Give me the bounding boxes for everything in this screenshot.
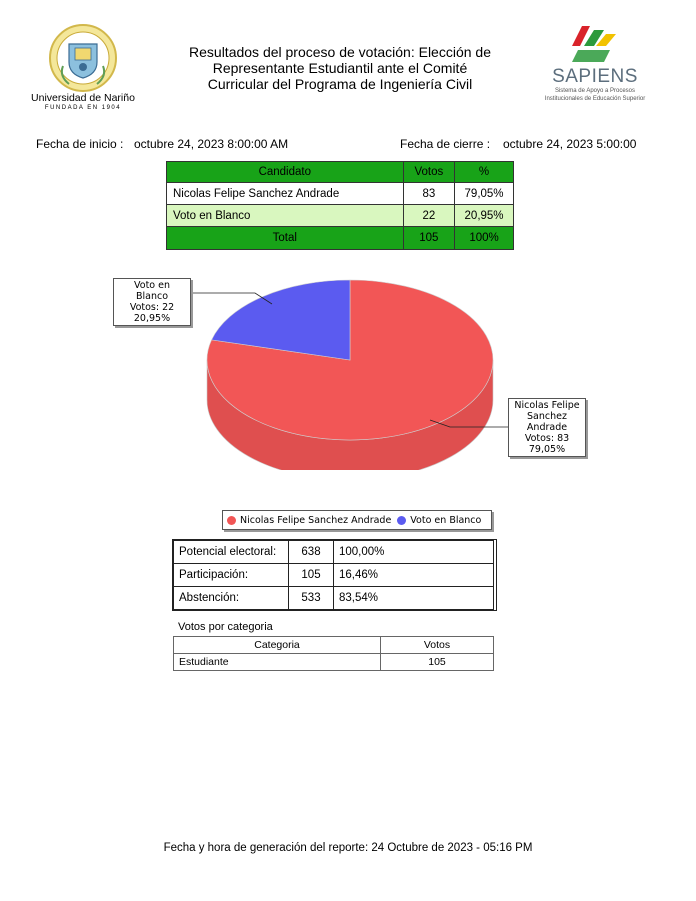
candidate-votes: 22 [403,205,455,227]
category-name: Estudiante [174,654,381,671]
callout-label: Sanchez [527,411,567,422]
legend-swatch-red [227,516,236,525]
university-name: Universidad de Nariño [31,92,135,104]
university-logo [28,22,138,114]
categories-title: Votos por categoria [178,621,273,633]
report-footer: Fecha y hora de generación del reporte: 24 Octubre de 2023 - 05:16 PM [163,842,533,854]
total-votes: 105 [403,227,455,250]
total-percent: 100% [455,227,514,250]
sapiens-subtitle-1: Sistema de Apoyo a Procesos [554,88,636,94]
header-votos: Votos [381,637,494,654]
page-title [150,44,530,92]
stat-count: 638 [289,541,334,564]
table-row [167,183,514,205]
sapiens-mark-icon [570,24,620,64]
sapiens-name: SAPIENS [552,66,638,87]
stat-count: 533 [289,587,334,610]
stat-count: 105 [289,564,334,587]
table-row [174,587,494,610]
legend-label: Nicolas Felipe Sanchez Andrade [240,514,392,526]
legend-item-nicolas [227,515,391,526]
table-row [167,205,514,227]
participation-table [173,540,494,610]
legend-swatch-blue [397,516,406,525]
results-header-row [167,162,514,183]
callout-label: Nicolas Felipe [514,400,580,411]
candidate-percent: 20,95% [455,205,514,227]
callout-label: Voto en Blanco [134,280,170,302]
university-tagline: FUNDADA EN 1904 [44,105,122,111]
title-line-2: Representante Estudiantil ante el Comité [212,60,468,76]
callout-voto-en-blanco [113,278,191,326]
start-date-label: Fecha de inicio : [36,137,124,151]
sapiens-logo [536,24,654,110]
sapiens-subtitle-2: Institucionales de Educación Superior [544,96,646,102]
callout-percent: 20,95% [133,313,171,324]
callout-percent: 79,05% [528,444,566,455]
category-votes: 105 [381,654,494,671]
callout-nicolas [508,398,586,457]
header-candidato: Candidato [167,162,404,183]
callout-votes: Votos: 83 [524,433,570,444]
start-date-value: octubre 24, 2023 8:00:00 AM [134,137,289,151]
candidate-name: Voto en Blanco [167,205,404,227]
header-categoria: Categoria [174,637,381,654]
end-date-value: octubre 24, 2023 5:00:00 [503,137,637,151]
stat-label: Abstención: [174,587,289,610]
stat-label: Potencial electoral: [174,541,289,564]
results-table [166,161,514,250]
title-line-3: Curricular del Programa de Ingeniería Civil [207,76,473,92]
stat-label: Participación: [174,564,289,587]
candidate-percent: 79,05% [455,183,514,205]
header-percent: % [455,162,514,183]
candidate-name: Nicolas Felipe Sanchez Andrade [167,183,404,205]
header-votos: Votos [403,162,455,183]
table-row [174,564,494,587]
legend-label: Voto en Blanco [410,514,482,526]
candidate-votes: 83 [403,183,455,205]
chart-legend [222,510,492,530]
results-total-row [167,227,514,250]
table-row [174,654,494,671]
end-date-label: Fecha de cierre : [400,137,491,151]
stat-percent: 16,46% [334,564,494,587]
categories-table [173,636,494,671]
stat-percent: 100,00% [334,541,494,564]
categories-header-row [174,637,494,654]
callout-votes: Votos: 22 [129,302,175,313]
title-line-1: Resultados del proceso de votación: Elección de [189,44,491,60]
callout-label: Andrade [526,422,568,433]
stat-percent: 83,54% [334,587,494,610]
total-label: Total [167,227,404,250]
table-row [174,541,494,564]
legend-item-blanco [397,515,481,526]
